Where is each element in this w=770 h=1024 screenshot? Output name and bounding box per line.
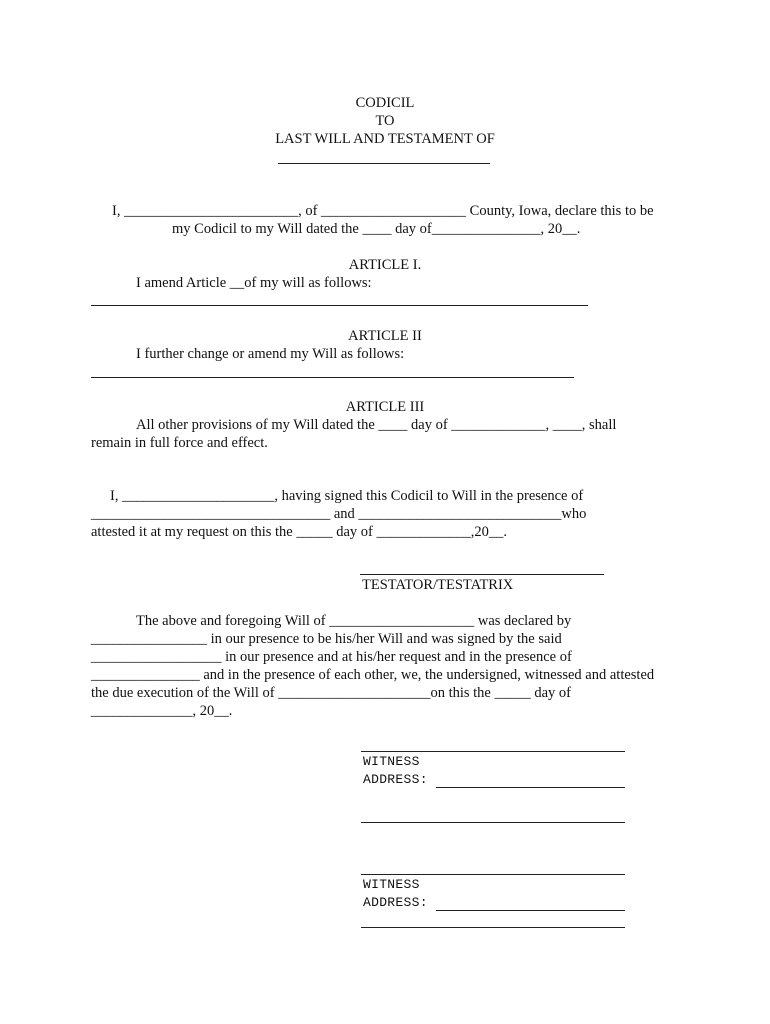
attestation-line-2: ________________ in our presence to be his/her Will and was signed by the said bbox=[91, 631, 562, 647]
signing-line-2: _________________________________ and ____________________________who bbox=[91, 506, 587, 522]
signing-line-1: I, _____________________, having signed this Codicil to Will in the presence of bbox=[110, 488, 584, 504]
signing-line-3: attested it at my request on this the _____ day of _____________,20__. bbox=[91, 524, 508, 540]
article-2-blank-line bbox=[91, 377, 574, 378]
attestation-line-1: The above and foregoing Will of ____________________ was declared by bbox=[136, 613, 572, 629]
witness-2-label: WITNESS bbox=[363, 877, 420, 892]
witness-1-address-line-1 bbox=[436, 787, 625, 788]
declaration-line-1: I, ________________________, of ____________________ County, Iowa, declare this to be bbox=[112, 203, 654, 219]
article-3-heading: ARTICLE III bbox=[345, 399, 425, 415]
title-last-will: LAST WILL AND TESTAMENT OF bbox=[275, 131, 495, 147]
witness-1-address-label: ADDRESS: bbox=[363, 772, 428, 787]
article-2-text: I further change or amend my Will as follows: bbox=[136, 346, 405, 362]
witness-2-signature-line bbox=[361, 874, 625, 875]
witness-1-address-line-2 bbox=[361, 822, 625, 823]
attestation-line-4: _______________ and in the presence of each other, we, the undersigned, witnessed and attested bbox=[91, 667, 655, 683]
article-3-line-1: All other provisions of my Will dated the ____ day of _____________, ____, shall bbox=[136, 417, 617, 433]
article-1-blank-line bbox=[91, 305, 588, 306]
testator-name-line bbox=[278, 163, 490, 164]
declaration-line-2: my Codicil to my Will dated the ____ day of_______________, 20__. bbox=[172, 221, 581, 237]
article-2-heading: ARTICLE II bbox=[348, 328, 422, 344]
attestation-line-5: the due execution of the Will of _____________________on this the _____ day of bbox=[91, 685, 571, 701]
title-to: TO bbox=[375, 113, 395, 129]
article-1-text: I amend Article __of my will as follows: bbox=[136, 275, 372, 291]
title-codicil: CODICIL bbox=[355, 95, 415, 111]
testator-label: TESTATOR/TESTATRIX bbox=[362, 577, 514, 593]
article-1-heading: ARTICLE I. bbox=[348, 257, 422, 273]
witness-1-label: WITNESS bbox=[363, 754, 420, 769]
attestation-line-6: ______________, 20__. bbox=[91, 703, 233, 719]
attestation-line-3: __________________ in our presence and at his/her request and in the presence of bbox=[91, 649, 572, 665]
witness-1-signature-line bbox=[361, 751, 625, 752]
witness-2-address-line-2 bbox=[361, 927, 625, 928]
testator-signature-line bbox=[360, 574, 604, 575]
witness-2-address-line-1 bbox=[436, 910, 625, 911]
witness-2-address-label: ADDRESS: bbox=[363, 895, 428, 910]
article-3-line-2: remain in full force and effect. bbox=[91, 435, 268, 451]
